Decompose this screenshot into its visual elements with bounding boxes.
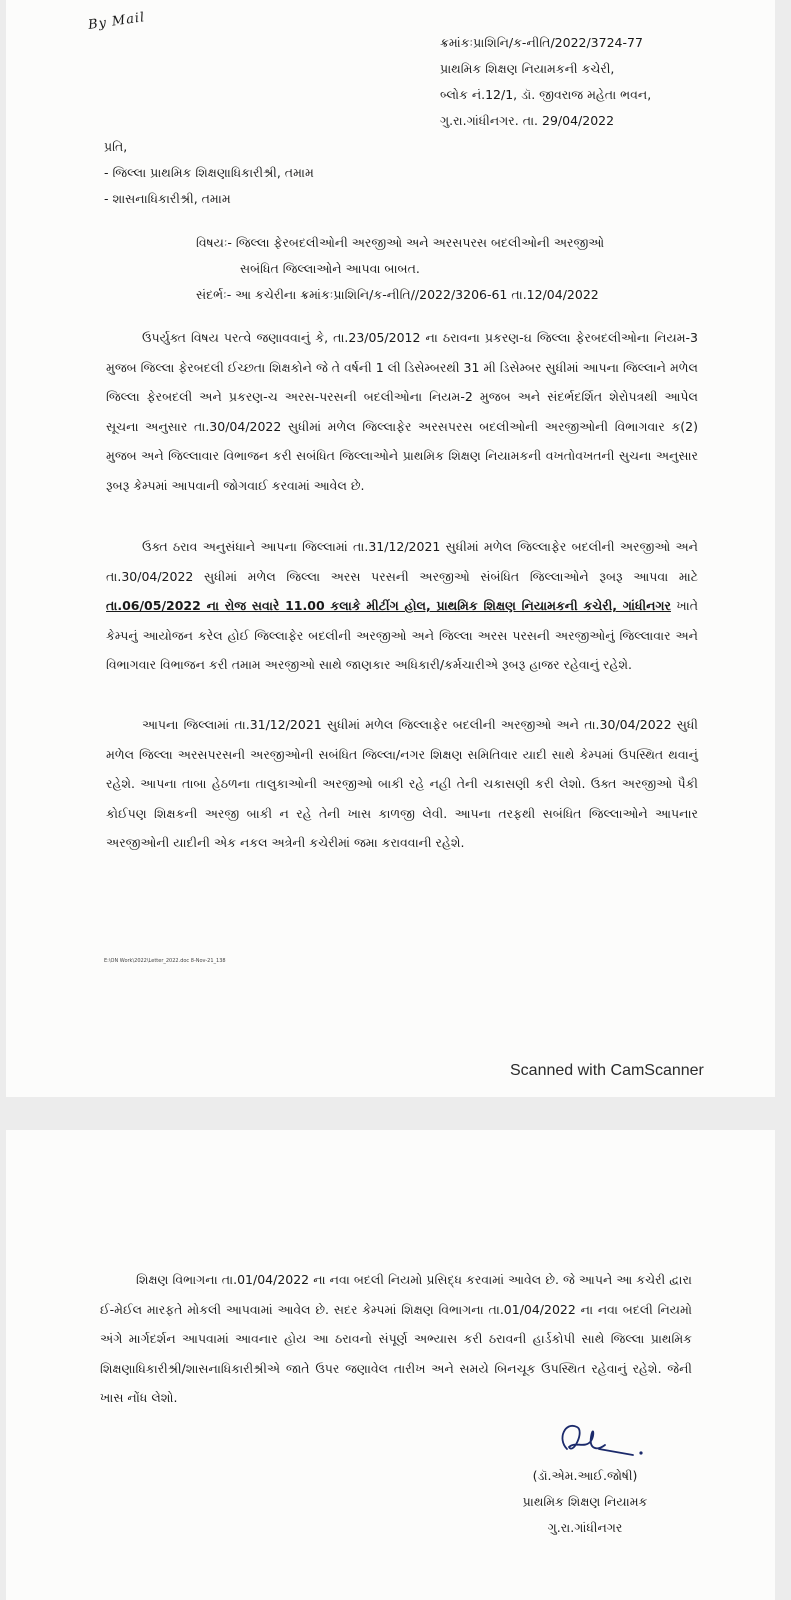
recipient-line-1: - જિલ્લા પ્રાથમિક શિક્ષણાધિકારીશ્રી, તમામ [104, 165, 314, 180]
recipient-line-2: - શાસનાધિકારીશ્રી, તમામ [104, 191, 231, 206]
reference-number: ક્રમાંકઃપ્રાશિનિ/ક-નીતિ/2022/3724-77 [440, 35, 643, 50]
recipients [104, 134, 314, 212]
subject-line-1: વિષયઃ- જિલ્લા ફેરબદલીઓની અરજીઓ અને અરસપરસ બદલીઓની અરજીઓ [196, 235, 605, 250]
reference-line: સંદર્ભઃ- આ કચેરીના ક્રમાંકઃપ્રાશિનિ/ક-નીતિ//2022/3206-61 તા.12/04/2022 [196, 287, 599, 302]
city-date: ગુ.રા.ગાંધીનગર. તા. 29/04/2022 [440, 113, 615, 128]
meeting-details: તા.06/05/2022 ના રોજ સવારે 11.00 કલાકે મીટીંગ હોલ, પ્રાથમિક શિક્ષણ નિયામકની કચેરી, ગાંધીનગર [106, 598, 671, 613]
signature [555, 1419, 645, 1467]
file-path: E:\ON Work\2022\Letter_2022.doc 8-Nov-21_138 [104, 958, 226, 964]
body-paragraph-1: ઉપર્યુક્ત વિષય પરત્વે જણાવવાનું કે, તા.23/05/2012 ના ઠરાવના પ્રકરણ-ઘ જિલ્લા ફેરબદલીઓના નિયમ-3 મુજબ જિલ્લા ફેરબદલી ઈચ્છતા શિક્ષકોને જે તે વર્ષની 1 લી ડિસેમ્બરથી 31 મી ડિસેમ્બર સુધીમાં આપના જિલ્લાને મળેલ જિલ્લા ફેરબદલી અને પ્રકરણ-ચ અરસ-પરસની બદલીઓના નિયમ-2 મુજબ અને સંદર્ભદર્શિત શેરોપત્રથી આપેલ સૂચના અનુસાર તા.30/04/2022 સુધીમાં મળેલ જિલ્લાફેર અરસપરસ બદલીઓની અરજીઓની વિભાગવાર ક(2) મુજબ અને જિલ્લાવાર વિભાજન કરી સબંધિત જિલ્લાઓને પ્રાથમિક શિક્ષણ નિયામકની વખતોવખતની સુચના અનુસાર રૂબરૂ કેમ્પમાં આપવાની જોગવાઈ કરવામાં આવેલ છે. [106, 330, 698, 493]
body-paragraph-3: આપના જિલ્લામાં તા.31/12/2021 સુધીમાં મળેલ જિલ્લાફેર બદલીની અરજીઓ અને તા.30/04/2022 સુધી મળેલ જિલ્લા અરસપરસની અરજીઓની સબંધિત જિલ્લા/નગર શિક્ષણ સમિતિવાર યાદી સાથે કેમ્પમાં ઉપસ્થિત થવાનું રહેશે. આપના તાબા હેઠળના તાલુકાઓની અરજીઓ બાકી રહે નહી તેની ચકાસણી કરી લેશો. ઉક્ત અરજીઓ પૈકી કોઈપણ શિક્ષકની અરજી બાકી ન રહે તેની ખાસ કાળજી લેવી. આપના તરફથી સબંધિત જિલ્લાઓને આપનાર અરજીઓની યાદીની એક નકલ અત્રેની કચેરીમાં જમા કરાવવાની રહેશે. [106, 717, 698, 850]
scanner-watermark: Scanned with CamScanner [510, 1062, 704, 1079]
subject-line-2: સબંધિત જિલ્લાઓને આપવા બાબત. [240, 261, 420, 276]
office-address: બ્લોક નં.12/1, ડૉ. જીવરાજ મહેતા ભવન, [440, 87, 652, 102]
signature-block [500, 1463, 670, 1541]
letter-header [440, 30, 651, 134]
body-paragraph-2: ઉક્ત ઠરાવ અનુસંધાને આપના જિલ્લામાં તા.31/12/2021 સુધીમાં મળેલ જિલ્લાફેર બદલીની અરજીઓ અને તા.30/04/2022 સુધીમાં મળેલ જિલ્લા અરસ પરસની અરજીઓ સંબંધિત જિલ્લાઓને રૂબરૂ આપવા માટે તા.06/05/2022 ના રોજ સવારે 11.00 કલાકે મીટીંગ હોલ, પ્રાથમિક શિક્ષણ નિયામકની કચેરી, ગાંધીનગર ખાતે કેમ્પનું આયોજન કરેલ હોઈ જિલ્લાફેર બદલીની અરજીઓ અને જિલ્લા અરસ પરસની અરજીઓનું જિલ્લાવાર અને વિભાગવાર વિભાજન કરી તમામ અરજીઓ સાથે જાણકાર અધિકારી/કર્મચારીએ રૂબરૂ હાજર રહેવાનું રહેશે. [106, 539, 699, 672]
prati-label: પ્રતિ, [104, 139, 128, 154]
signatory-place: ગુ.રા.ગાંધીનગર [547, 1520, 623, 1535]
signatory-name: (ડૉ.એમ.આઈ.જોષી) [532, 1468, 638, 1483]
subject-block [196, 230, 604, 308]
signatory-designation: પ્રાથમિક શિક્ષણ નિયામક [522, 1494, 648, 1509]
body-paragraph-4: શિક્ષણ વિભાગના તા.01/04/2022 ના નવા બદલી નિયમો પ્રસિદ્ધ કરવામાં આવેલ છે. જે આપને આ કચેરી દ્વારા ઈ-મેઈલ મારફતે મોકલી આપવામાં આવેલ છે. સદર કેમ્પમાં શિક્ષણ વિભાગના તા.01/04/2022 ના નવા બદલી નિયમો અંગે માર્ગદર્શન આપવામાં આવનાર હોય આ ઠરાવનો સંપૂર્ણ અભ્યાસ કરી ઠરાવની હાર્ડકોપી સાથે જિલ્લા પ્રાથમિક શિક્ષણાધિકારીશ્રી/શાસનાધિકારીશ્રીએ જાતે ઉપર જણાવેલ તારીખ અને સમયે બિનચૂક ઉપસ્થિત રહેવાનું રહેશે. જેની ખાસ નોંધ લેશો. [100, 1272, 692, 1405]
handwritten-note: By Mail [87, 10, 147, 33]
office-name: પ્રાથમિક શિક્ષણ નિયામકની કચેરી, [440, 61, 615, 76]
